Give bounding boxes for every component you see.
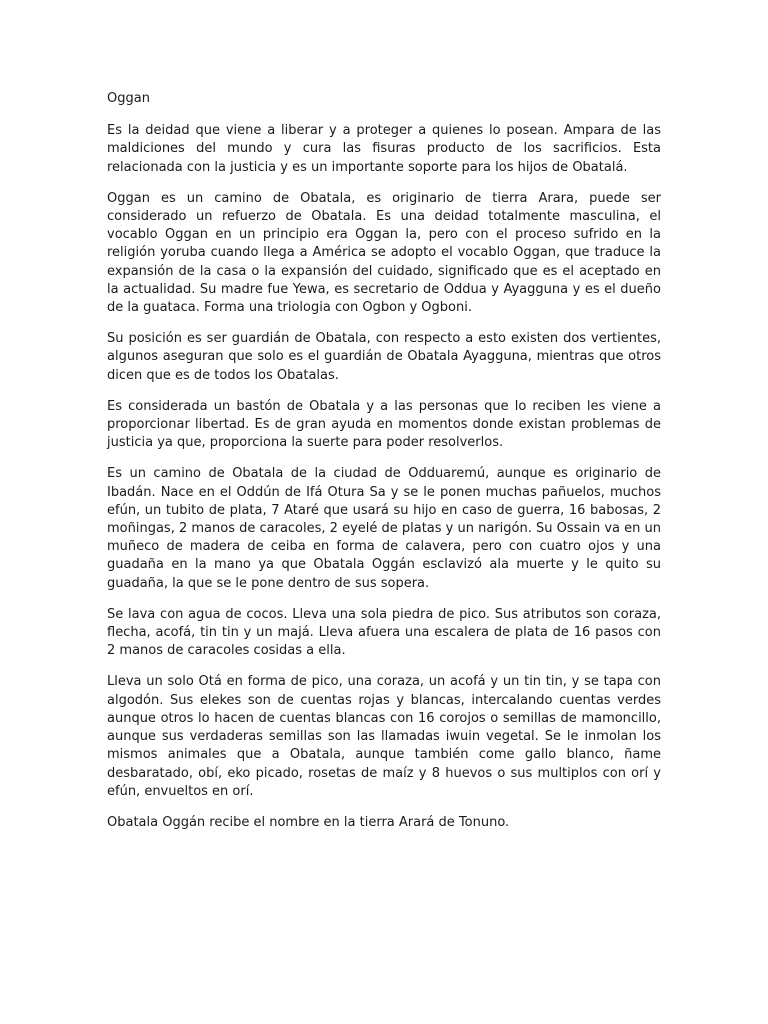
paragraph-ota: Lleva un solo Otá en forma de pico, una coraza, un acofá y un tin tin, y se tapa con algodón. Sus elekes son de cuentas rojas y blancas, intercalando cuentas verdes aunque otros lo hacen de cuentas blancas con 16 corojos o semillas de mamoncillo, aunque sus verdaderas semillas son las llamadas iwuin vegetal. Se le inmolan los mismos animales que a Obatala, aunque también come gallo blanco, ñame desbaratado, obí, eko picado, rosetas de maíz y 8 huevos o sus multiplos con orí y efún, envueltos en orí. [107, 674, 661, 799]
paragraph-nombre: Obatala Oggán recibe el nombre en la tierra Arará de Tonuno. [107, 814, 510, 830]
paragraph-origin: Oggan es un camino de Obatala, es originario de tierra Arara, puede ser considerado un refuerzo de Obatala. Es una deidad totalmente masculina, el vocablo Oggan en un principio era Oggan la, pero con el proceso sufrido en la religión yoruba cuando llega a América se adopto el vocablo Oggan, que traduce la expansión de la casa o la expansión del cuidado, significado que es el aceptado en la actualidad. Su madre fue Yewa, es secretario de Oddua y Ayagguna y es el dueño de la guataca. Forma una triologia con Ogbon y Ogboni. [107, 190, 661, 316]
paragraph-position: Su posición es ser guardián de Obatala, con respecto a esto existen dos vertientes, algunos aseguran que solo es el guardián de Obatala Ayagguna, mientras que otros dicen que es de todos los Obatalas. [107, 331, 661, 383]
paragraph-camino: Es un camino de Obatala de la ciudad de Odduaremú, aunque es originario de Ibadán. Nace en el Oddún de Ifá Otura Sa y se le ponen muchas pañuelos, muchos efún, un tubito de plata, 7 Ataré que usará su hijo en caso de guerra, 16 babosas, 2 moñingas, 2 manos de caracoles, 2 eyelé de platas y un narigón. Su Ossain va en un muñeco de madera de ceiba en forma de calavera, pero con cuatro ojos y una guadaña en la mano ya que Obatala Oggán esclavizó ala muerte y le quito su guadaña, la que se le pone dentro de sus sopera. [107, 466, 661, 591]
paragraph-intro: Es la deidad que viene a liberar y a proteger a quienes lo posean. Ampara de las maldiciones del mundo y cura las fisuras producto de los sacrificios. Esta relacionada con la justicia y es un importante soporte para los hijos de Obatalá. [107, 123, 661, 175]
paragraph-baston: Es considerada un bastón de Obatala y a las personas que lo reciben les viene a proporcionar libertad. Es de gran ayuda en momentos donde existan problemas de justicia ya que, proporciona la suerte para poder resolverlos. [107, 398, 661, 451]
document-title: Oggan [107, 91, 150, 106]
paragraph-lava: Se lava con agua de cocos. Lleva una sola piedra de pico. Sus atributos son coraza, flecha, acofá, tin tin y un majá. Lleva afuera una escalera de plata de 16 pasos con 2 manos de caracoles cosidas a ella. [107, 606, 661, 659]
document-body [107, 90, 661, 845]
